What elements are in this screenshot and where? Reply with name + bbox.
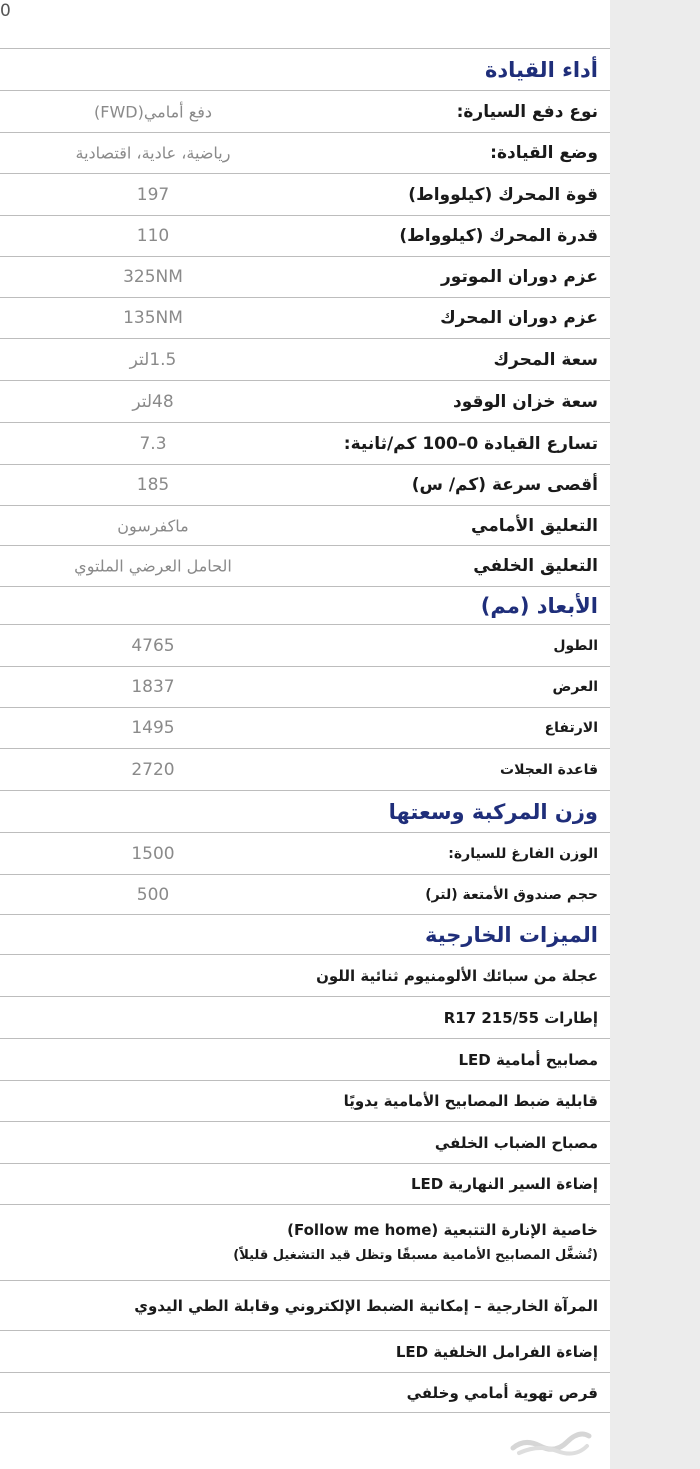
spec-label: قدرة المحرك (كيلوواط) <box>399 226 598 246</box>
spec-row <box>0 338 610 380</box>
feature-text: قابلية ضبط المصابيح الأمامية يدويًا <box>343 1092 598 1110</box>
spec-row <box>0 624 610 666</box>
spec-row <box>0 832 610 874</box>
spec-label: العرض <box>552 679 598 695</box>
spec-row <box>0 874 610 914</box>
section-title: وزن المركبة وسعتها <box>388 799 598 824</box>
spec-label: سعة خزان الوقود <box>452 391 598 412</box>
spec-value: 1837 <box>131 677 175 697</box>
spec-value: 7.3 <box>139 433 167 454</box>
spec-label: الطول <box>553 637 598 654</box>
section-title: الميزات الخارجية <box>424 922 598 947</box>
spec-label: التعليق الأمامي <box>471 515 598 536</box>
spec-value: ماكفرسون <box>117 516 189 535</box>
spec-row <box>0 464 610 505</box>
spec-label: قاعدة العجلات <box>500 761 598 778</box>
spec-label: سعة المحرك <box>493 349 598 370</box>
spec-value: 2720 <box>131 759 175 780</box>
spec-label: وضع القيادة: <box>490 143 598 163</box>
spec-value: رياضية، عادية، اقتصادية <box>75 143 231 163</box>
spec-value: الحامل العرضي الملتوي <box>74 556 232 576</box>
spec-value: 110 <box>136 226 170 246</box>
feature-row <box>0 1163 610 1204</box>
spec-row <box>0 256 610 297</box>
spec-row <box>0 297 610 338</box>
spec-sheet <box>0 48 610 1413</box>
spec-label: أقصى سرعة (كم/ س) <box>411 475 598 495</box>
section-heading-exterior <box>0 914 610 954</box>
spec-value: 500 <box>136 884 170 905</box>
spec-row <box>0 666 610 707</box>
feature-row <box>0 1080 610 1121</box>
spec-row <box>0 90 610 132</box>
spec-row <box>0 422 610 464</box>
section-heading-dimensions <box>0 586 610 624</box>
spec-label: قوة المحرك (كيلوواط) <box>408 184 598 205</box>
spec-value: 185 <box>136 475 170 495</box>
feature-text: خاصية الإنارة التتبعية (Follow me home) <box>287 1220 598 1239</box>
feature-text: قرص تهوية أمامي وخلفي <box>406 1383 598 1402</box>
spec-value: 1.5لتر <box>129 349 177 370</box>
feature-row <box>0 996 610 1038</box>
section-title: أداء القيادة <box>484 57 598 82</box>
right-margin-strip <box>610 0 700 1469</box>
feature-text: عجلة من سبائك الألومنيوم ثنائية اللون <box>316 966 598 985</box>
spec-value: 135NM <box>123 308 183 328</box>
feature-row <box>0 1038 610 1080</box>
feature-text-block <box>233 1217 598 1269</box>
feature-row <box>0 954 610 996</box>
haraj-logo-icon <box>505 1420 595 1460</box>
spec-row <box>0 173 610 215</box>
spec-label: تسارع القيادة 0–100 كم/ثانية: <box>343 433 598 454</box>
spec-value: 48لتر <box>132 391 174 412</box>
spec-value: 4765 <box>131 635 175 656</box>
feature-text: المرآة الخارجية – إمكانية الضبط الإلكتروني وقابلة الطي اليدوي <box>134 1296 598 1315</box>
spec-label: التعليق الخلفي <box>473 556 598 576</box>
section-heading-performance <box>0 48 610 90</box>
spec-value: دفع أمامي(FWD) <box>93 102 212 121</box>
feature-row <box>0 1121 610 1163</box>
feature-row <box>0 1330 610 1372</box>
spec-value: 325NM <box>123 267 183 287</box>
corner-text: 0 <box>0 1 11 21</box>
feature-text: إضاءة الفرامل الخلفية LED <box>395 1342 598 1361</box>
feature-text: إضاءة السير النهارية LED <box>410 1175 598 1193</box>
spec-value: 1495 <box>131 718 175 738</box>
spec-value: 1500 <box>131 843 175 864</box>
section-heading-weight <box>0 790 610 832</box>
spec-row <box>0 215 610 256</box>
section-title: الأبعاد (مم) <box>480 593 598 618</box>
spec-row <box>0 748 610 790</box>
spec-row <box>0 132 610 173</box>
feature-text: إطارات R17 215/55 <box>443 1008 598 1027</box>
spec-label: عزم دوران المحرك <box>440 308 598 328</box>
spec-label: حجم صندوق الأمتعة (لتر) <box>425 886 598 903</box>
spec-label: الارتفاع <box>544 720 598 736</box>
feature-text: مصباح الضباب الخلفي <box>434 1133 598 1152</box>
spec-row <box>0 545 610 586</box>
spec-row <box>0 505 610 545</box>
feature-subtext: (تُشغَّل المصابيح الأمامية مسبقًا وتظل قيد التشغيل قليلاً) <box>233 1247 598 1263</box>
feature-text: مصابيح أمامية LED <box>458 1050 598 1069</box>
spec-label: عزم دوران الموتور <box>441 267 598 287</box>
spec-label: الوزن الفارغ للسيارة: <box>448 845 598 862</box>
feature-row <box>0 1280 610 1330</box>
spec-row <box>0 707 610 748</box>
feature-row <box>0 1204 610 1280</box>
spec-value: 197 <box>136 184 170 205</box>
spec-row <box>0 380 610 422</box>
feature-row <box>0 1372 610 1413</box>
spec-label: نوع دفع السيارة: <box>456 101 598 122</box>
